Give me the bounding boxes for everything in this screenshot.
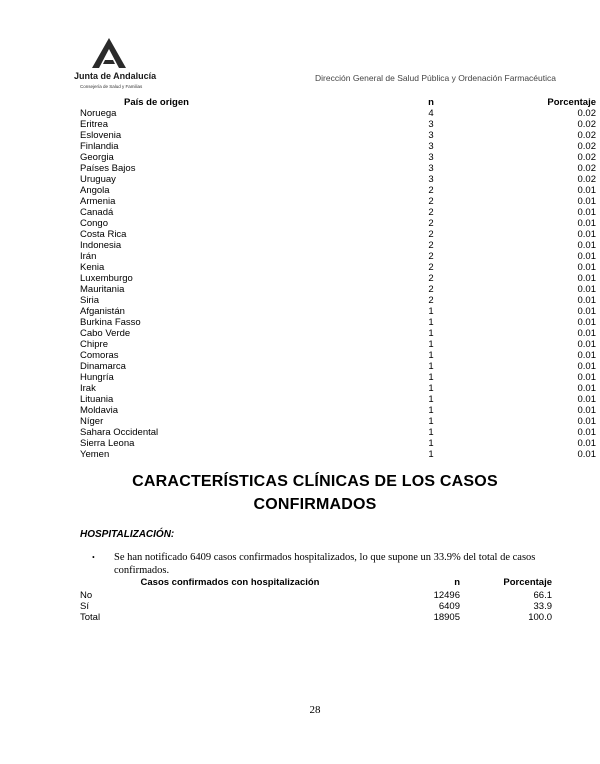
section-title-line1: CARACTERÍSTICAS CLÍNICAS DE LOS CASOS bbox=[132, 473, 498, 490]
cell-n: 3 bbox=[428, 130, 434, 141]
table-row bbox=[80, 141, 596, 152]
cell-percentage: 100.0 bbox=[528, 612, 552, 623]
cell-percentage: 0.01 bbox=[577, 339, 596, 350]
cell-n: 1 bbox=[428, 306, 434, 317]
cell-label: Afganistán bbox=[80, 306, 125, 317]
logo-subtitle: Consejería de Salud y Familias bbox=[80, 84, 143, 89]
cell-percentage: 0.01 bbox=[577, 262, 596, 273]
cell-label: Sí bbox=[80, 601, 89, 612]
cell-n: 1 bbox=[428, 383, 434, 394]
cell-percentage: 0.02 bbox=[577, 152, 596, 163]
logo-title: Junta de Andalucía bbox=[74, 71, 157, 81]
cell-n: 1 bbox=[428, 427, 434, 438]
cell-n: 2 bbox=[428, 240, 434, 251]
table-row bbox=[80, 130, 596, 141]
cell-percentage: 66.1 bbox=[533, 590, 552, 601]
table-row bbox=[80, 251, 596, 262]
cell-percentage: 0.01 bbox=[577, 284, 596, 295]
cell-percentage: 0.01 bbox=[577, 383, 596, 394]
cell-n: 1 bbox=[428, 449, 434, 460]
table-row bbox=[80, 273, 596, 284]
cell-n: 2 bbox=[428, 295, 434, 306]
cell-percentage: 0.01 bbox=[577, 449, 596, 460]
table-row bbox=[80, 449, 596, 460]
table-row bbox=[80, 295, 596, 306]
table-row bbox=[80, 196, 596, 207]
table-row bbox=[80, 284, 596, 295]
bullet-item bbox=[92, 551, 562, 577]
cell-percentage: 0.02 bbox=[577, 119, 596, 130]
cell-label: Dinamarca bbox=[80, 361, 126, 372]
cell-percentage: 0.01 bbox=[577, 240, 596, 251]
cell-label: Níger bbox=[80, 416, 104, 427]
table-row bbox=[80, 108, 596, 119]
table-row bbox=[80, 438, 596, 449]
bullet-text: Se han notificado 6409 casos confirmados hospitalizados, lo que supone un 33.9% del total de casos confirmados. bbox=[114, 552, 536, 576]
cell-label: Eslovenia bbox=[80, 130, 122, 141]
table-row bbox=[80, 590, 552, 601]
cell-percentage: 0.01 bbox=[577, 350, 596, 361]
cell-n: 3 bbox=[428, 141, 434, 152]
table-row bbox=[80, 218, 596, 229]
cell-percentage: 0.01 bbox=[577, 394, 596, 405]
hospitalization-subheading: HOSPITALIZACIÓN: bbox=[80, 529, 175, 540]
cell-n: 2 bbox=[428, 229, 434, 240]
cell-n: 1 bbox=[428, 372, 434, 383]
cell-n: 2 bbox=[428, 284, 434, 295]
junta-andalucia-emblem-icon bbox=[92, 38, 126, 68]
cell-label: Cabo Verde bbox=[80, 328, 131, 339]
cell-percentage: 0.02 bbox=[577, 141, 596, 152]
table-row bbox=[80, 174, 596, 185]
cell-percentage: 0.01 bbox=[577, 229, 596, 240]
cell-label: Finlandia bbox=[80, 141, 119, 152]
cell-label: No bbox=[80, 590, 93, 601]
cell-label: Sahara Occidental bbox=[80, 427, 159, 438]
cell-percentage: 0.01 bbox=[577, 372, 596, 383]
cell-label: Luxemburgo bbox=[80, 273, 133, 284]
cell-label: Costa Rica bbox=[80, 229, 127, 240]
table-row bbox=[80, 361, 596, 372]
cell-n: 1 bbox=[428, 317, 434, 328]
column-header-n: n bbox=[428, 97, 434, 108]
cell-label: Congo bbox=[80, 218, 108, 229]
country-table-body bbox=[80, 108, 596, 460]
table-row bbox=[80, 612, 552, 623]
table-row bbox=[80, 394, 596, 405]
cell-percentage: 0.01 bbox=[577, 361, 596, 372]
table-row bbox=[80, 427, 596, 438]
hospitalization-table-body bbox=[80, 590, 552, 623]
cell-label: Comoras bbox=[80, 350, 119, 361]
section-title bbox=[0, 470, 600, 516]
cell-label: Mauritania bbox=[80, 284, 125, 295]
cell-n: 12496 bbox=[433, 590, 460, 601]
cell-label: Armenia bbox=[80, 196, 116, 207]
table-row bbox=[80, 240, 596, 251]
table-row bbox=[80, 317, 596, 328]
cell-n: 2 bbox=[428, 207, 434, 218]
cell-label: Kenia bbox=[80, 262, 105, 273]
bullet-icon: • bbox=[92, 553, 95, 562]
column-header-country: País de origen bbox=[124, 97, 189, 108]
cell-label: Noruega bbox=[80, 108, 117, 119]
cell-label: Sierra Leona bbox=[80, 438, 135, 449]
table-row bbox=[80, 163, 596, 174]
cell-label: Chipre bbox=[80, 339, 108, 350]
cell-label: Hungría bbox=[80, 372, 114, 383]
column-header-hospitalization: Casos confirmados con hospitalización bbox=[140, 577, 320, 588]
table-row bbox=[80, 350, 596, 361]
cell-percentage: 0.01 bbox=[577, 328, 596, 339]
cell-label: Angola bbox=[80, 185, 110, 196]
column-header-percentage: Porcentaje bbox=[547, 97, 596, 108]
table-row bbox=[80, 601, 552, 612]
cell-label: Eritrea bbox=[80, 119, 108, 130]
table-row bbox=[80, 262, 596, 273]
cell-label: Canadá bbox=[80, 207, 114, 218]
cell-n: 18905 bbox=[433, 612, 460, 623]
hospitalization-table bbox=[80, 577, 552, 623]
cell-n: 3 bbox=[428, 152, 434, 163]
cell-percentage: 0.01 bbox=[577, 405, 596, 416]
cell-percentage: 33.9 bbox=[533, 601, 552, 612]
cell-n: 1 bbox=[428, 416, 434, 427]
table-header-row bbox=[80, 577, 552, 590]
cell-label: Irán bbox=[80, 251, 97, 262]
cell-n: 2 bbox=[428, 262, 434, 273]
table-row bbox=[80, 416, 596, 427]
cell-percentage: 0.01 bbox=[577, 273, 596, 284]
cell-percentage: 0.01 bbox=[577, 218, 596, 229]
table-row bbox=[80, 405, 596, 416]
table-row bbox=[80, 339, 596, 350]
table-row bbox=[80, 383, 596, 394]
cell-n: 3 bbox=[428, 174, 434, 185]
directorate-header: Dirección General de Salud Pública y Ordenación Farmacéutica bbox=[315, 73, 556, 83]
cell-percentage: 0.01 bbox=[577, 317, 596, 328]
cell-n: 2 bbox=[428, 251, 434, 262]
cell-percentage: 0.02 bbox=[577, 108, 596, 119]
cell-label: Siria bbox=[80, 295, 100, 306]
table-row bbox=[80, 185, 596, 196]
cell-n: 3 bbox=[428, 163, 434, 174]
cell-percentage: 0.01 bbox=[577, 185, 596, 196]
cell-label: Burkina Fasso bbox=[80, 317, 141, 328]
page-number: 28 bbox=[309, 704, 321, 716]
cell-n: 4 bbox=[428, 108, 434, 119]
cell-percentage: 0.01 bbox=[577, 295, 596, 306]
table-row bbox=[80, 152, 596, 163]
column-header-percentage: Porcentaje bbox=[503, 577, 552, 588]
cell-label: Uruguay bbox=[80, 174, 116, 185]
cell-n: 2 bbox=[428, 273, 434, 284]
column-header-n: n bbox=[454, 577, 460, 588]
table-row bbox=[80, 328, 596, 339]
cell-percentage: 0.02 bbox=[577, 174, 596, 185]
country-origin-table bbox=[80, 97, 596, 460]
cell-percentage: 0.01 bbox=[577, 438, 596, 449]
cell-n: 1 bbox=[428, 339, 434, 350]
cell-label: Total bbox=[80, 612, 101, 623]
cell-label: Georgia bbox=[80, 152, 114, 163]
cell-n: 1 bbox=[428, 438, 434, 449]
cell-label: Yemen bbox=[80, 449, 110, 460]
cell-n: 6409 bbox=[438, 601, 460, 612]
table-row bbox=[80, 119, 596, 130]
cell-label: Países Bajos bbox=[80, 163, 136, 174]
cell-percentage: 0.02 bbox=[577, 163, 596, 174]
cell-percentage: 0.01 bbox=[577, 251, 596, 262]
cell-percentage: 0.01 bbox=[577, 427, 596, 438]
cell-percentage: 0.01 bbox=[577, 196, 596, 207]
cell-n: 2 bbox=[428, 218, 434, 229]
table-row bbox=[80, 207, 596, 218]
cell-label: Irak bbox=[80, 383, 96, 394]
cell-label: Indonesia bbox=[80, 240, 122, 251]
cell-percentage: 0.01 bbox=[577, 207, 596, 218]
cell-n: 1 bbox=[428, 328, 434, 339]
cell-n: 2 bbox=[428, 196, 434, 207]
section-title-line2: CONFIRMADOS bbox=[253, 496, 377, 513]
table-header-row bbox=[80, 97, 596, 108]
cell-n: 1 bbox=[428, 405, 434, 416]
cell-percentage: 0.01 bbox=[577, 306, 596, 317]
cell-label: Lituania bbox=[80, 394, 114, 405]
table-row bbox=[80, 372, 596, 383]
table-row bbox=[80, 306, 596, 317]
cell-n: 3 bbox=[428, 119, 434, 130]
cell-n: 1 bbox=[428, 394, 434, 405]
cell-n: 2 bbox=[428, 185, 434, 196]
cell-n: 1 bbox=[428, 350, 434, 361]
cell-n: 1 bbox=[428, 361, 434, 372]
cell-percentage: 0.01 bbox=[577, 416, 596, 427]
cell-label: Moldavia bbox=[80, 405, 119, 416]
table-row bbox=[80, 229, 596, 240]
cell-percentage: 0.02 bbox=[577, 130, 596, 141]
